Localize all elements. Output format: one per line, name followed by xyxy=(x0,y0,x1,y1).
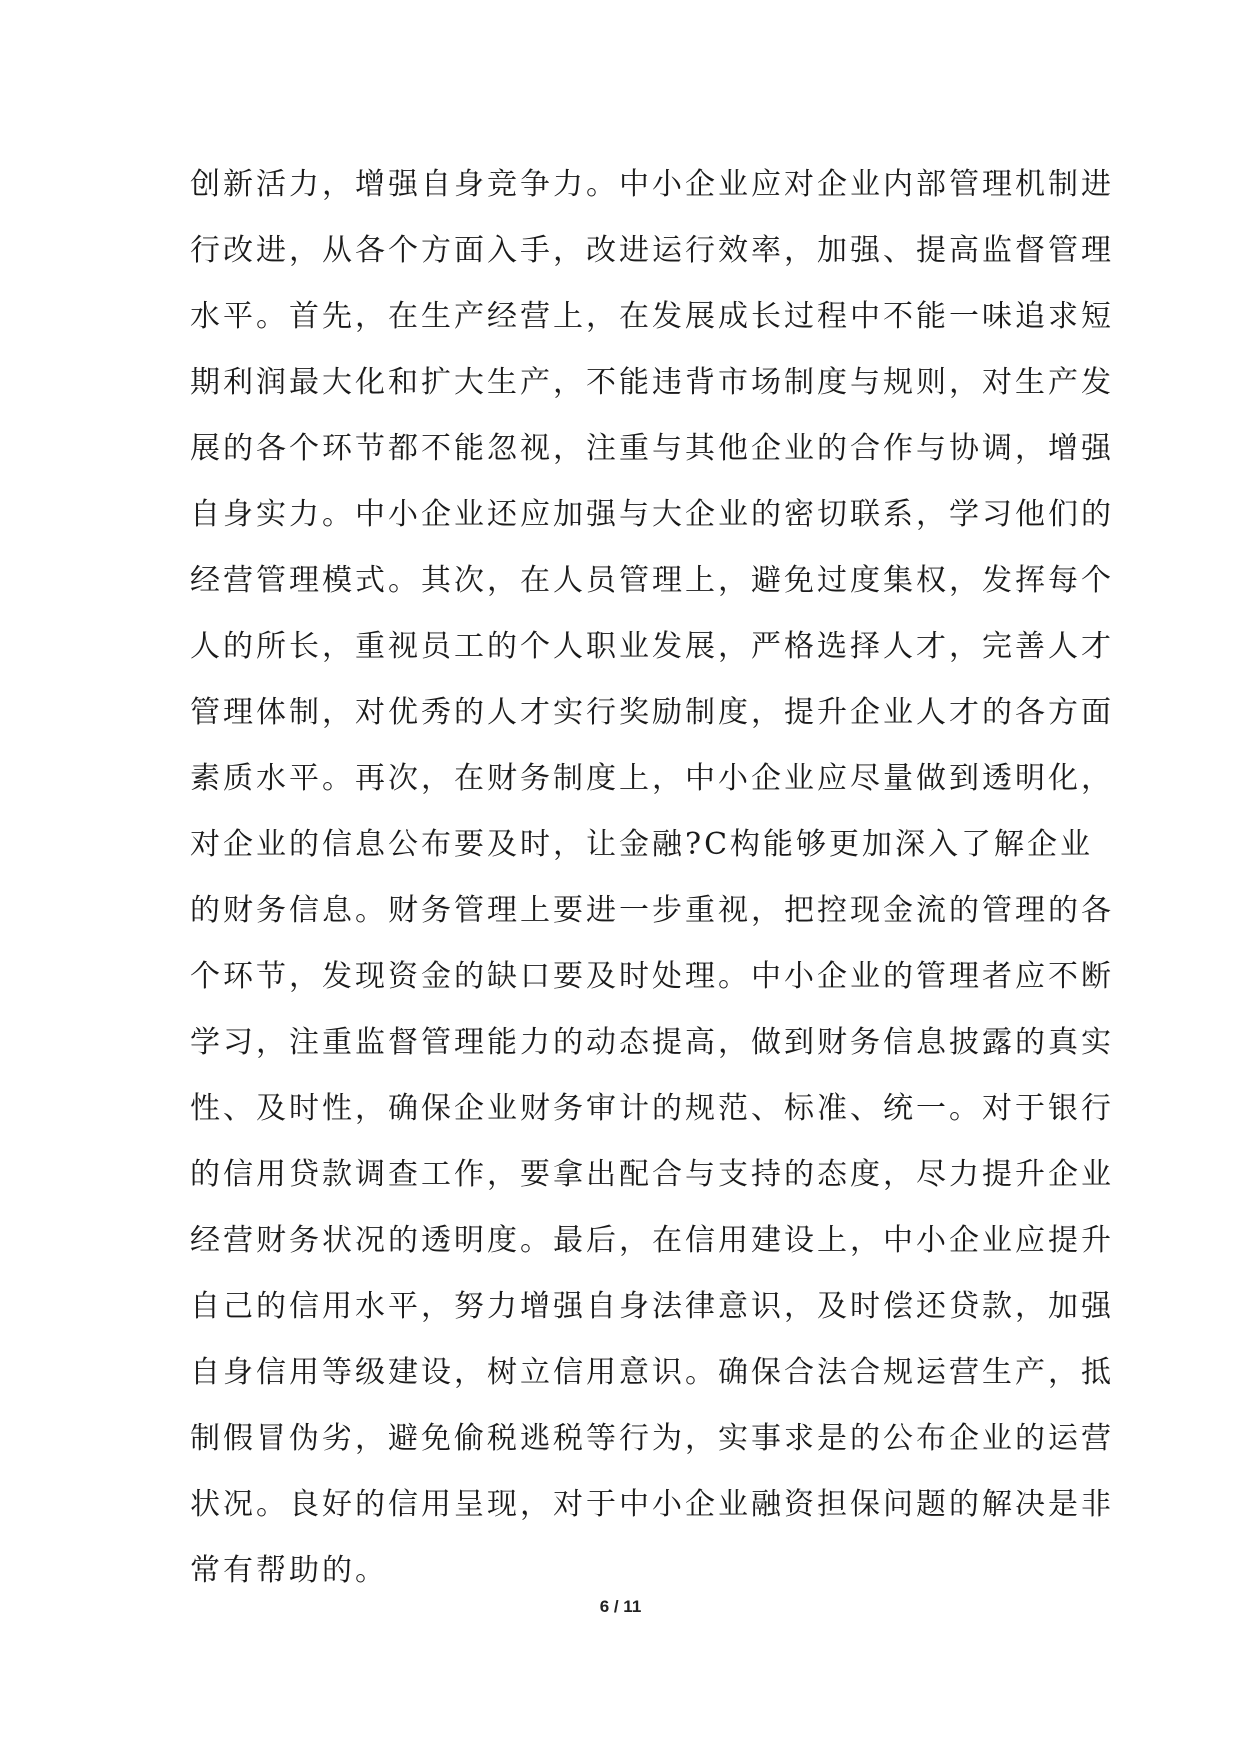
text-line: 素质水平。再次，在财务制度上，中小企业应尽量做到透明化， xyxy=(190,761,1114,796)
text-line: 个环节，发现资金的缺口要及时处理。中小企业的管理者应不断 xyxy=(190,959,1114,994)
text-line: 期利润最大化和扩大生产，不能违背市场制度与规则，对生产发 xyxy=(190,365,1114,400)
text-line: 状况。良好的信用呈现，对于中小企业融资担保问题的解决是非 xyxy=(190,1487,1114,1522)
text-line: 经营管理模式。其次，在人员管理上，避免过度集权，发挥每个 xyxy=(190,563,1114,598)
text-line: 经营财务状况的透明度。最后，在信用建设上，中小企业应提升 xyxy=(190,1223,1114,1258)
text-line: 的信用贷款调查工作，要拿出配合与支持的态度，尽力提升企业 xyxy=(190,1157,1114,1192)
body-paragraph xyxy=(190,152,1114,1604)
text-line: 创新活力，增强自身竞争力。中小企业应对企业内部管理机制进 xyxy=(190,167,1114,202)
text-line: 自身信用等级建设，树立信用意识。确保合法合规运营生产，抵 xyxy=(190,1355,1114,1390)
text-line: 人的所长，重视员工的个人职业发展，严格选择人才，完善人才 xyxy=(190,629,1114,664)
text-line: 水平。首先，在生产经营上，在发展成长过程中不能一味追求短 xyxy=(190,299,1114,334)
page-number: 6 / 11 xyxy=(599,1597,642,1616)
text-line: 自己的信用水平，努力增强自身法律意识，及时偿还贷款，加强 xyxy=(190,1289,1114,1324)
text-line: 制假冒伪劣，避免偷税逃税等行为，实事求是的公布企业的运营 xyxy=(190,1421,1114,1456)
text-line: 常有帮助的。 xyxy=(190,1553,388,1588)
text-line: 自身实力。中小企业还应加强与大企业的密切联系，学习他们的 xyxy=(190,497,1114,532)
text-line: 管理体制，对优秀的人才实行奖励制度，提升企业人才的各方面 xyxy=(190,695,1114,730)
text-line: 性、及时性，确保企业财务审计的规范、标准、统一。对于银行 xyxy=(190,1091,1114,1126)
text-line: 对企业的信息公布要及时，让金融?C构能够更加深入了解企业 xyxy=(190,827,1094,862)
text-line: 行改进，从各个方面入手，改进运行效率，加强、提高监督管理 xyxy=(190,233,1114,268)
text-line: 展的各个环节都不能忽视，注重与其他企业的合作与协调，增强 xyxy=(190,431,1114,466)
text-line: 学习，注重监督管理能力的动态提高，做到财务信息披露的真实 xyxy=(190,1025,1114,1060)
text-line: 的财务信息。财务管理上要进一步重视，把控现金流的管理的各 xyxy=(190,893,1114,928)
